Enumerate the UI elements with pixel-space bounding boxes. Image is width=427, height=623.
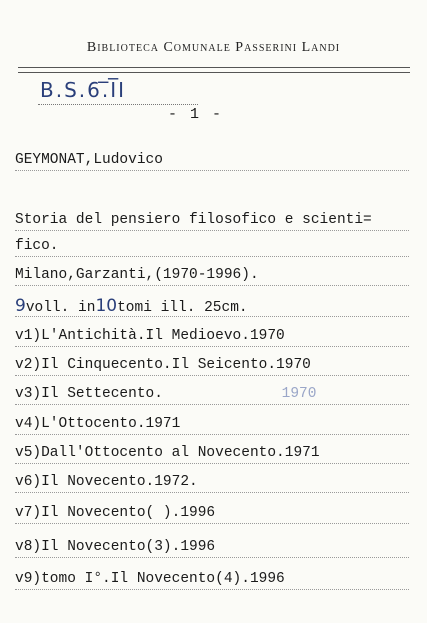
volume-text: v6)Il Novecento.1972. <box>15 474 198 490</box>
author-heading: GEYMONAT,Ludovico <box>15 152 163 168</box>
tomi-text: tomi ill. 25cm. <box>117 300 248 316</box>
physical-description-line <box>15 296 409 317</box>
title-line-2 <box>15 236 409 257</box>
volume-text: v1)L'Antichità.Il Medioevo.1970 <box>15 328 285 344</box>
header-double-rule <box>18 67 410 73</box>
volume-line-4 <box>15 414 409 435</box>
title-text-1: Storia del pensiero filosofico e scienti= <box>15 212 372 228</box>
volume-text: v8)Il Novecento(3).1996 <box>15 539 216 555</box>
shelfmark-handwritten: B.S.6.̅I̅I <box>40 78 127 102</box>
volume-text: v9)tomo I°.Il Novecento(4).1996 <box>15 571 285 587</box>
imprint-text: Milano,Garzanti,(1970-1996). <box>15 267 259 283</box>
card-number: - 1 - <box>168 106 224 123</box>
volume-line-8 <box>15 537 409 558</box>
imprint-line <box>15 265 409 286</box>
volume-3-faded-year: 1970 <box>281 386 317 402</box>
volume-text: v4)L'Ottocento.1971 <box>15 416 181 432</box>
volume-line-7 <box>15 503 409 524</box>
volume-line-9 <box>15 569 409 590</box>
volume-line-6 <box>15 472 409 493</box>
shelfmark-underline <box>38 104 198 105</box>
title-text-2: fico. <box>15 238 59 254</box>
tomi-count-handwritten: 10 <box>95 296 118 316</box>
volumes-text: voll. in <box>25 300 96 316</box>
title-line-1 <box>15 210 409 231</box>
volume-text: v2)Il Cinquecento.Il Seicento.1970 <box>15 357 311 373</box>
volumes-count-handwritten: 9 <box>15 296 26 316</box>
volume-line-3 <box>15 384 409 405</box>
library-header: Biblioteca Comunale Passerini Landi <box>86 40 341 55</box>
volume-line-1 <box>15 326 409 347</box>
volume-line-2 <box>15 355 409 376</box>
volume-line-5 <box>15 443 409 464</box>
author-line <box>15 150 409 171</box>
volume-text: v5)Dall'Ottocento al Novecento.1971 <box>15 445 320 461</box>
volume-text: v7)Il Novecento( ).1996 <box>15 505 216 521</box>
volume-text: v3)Il Settecento. <box>15 386 163 402</box>
